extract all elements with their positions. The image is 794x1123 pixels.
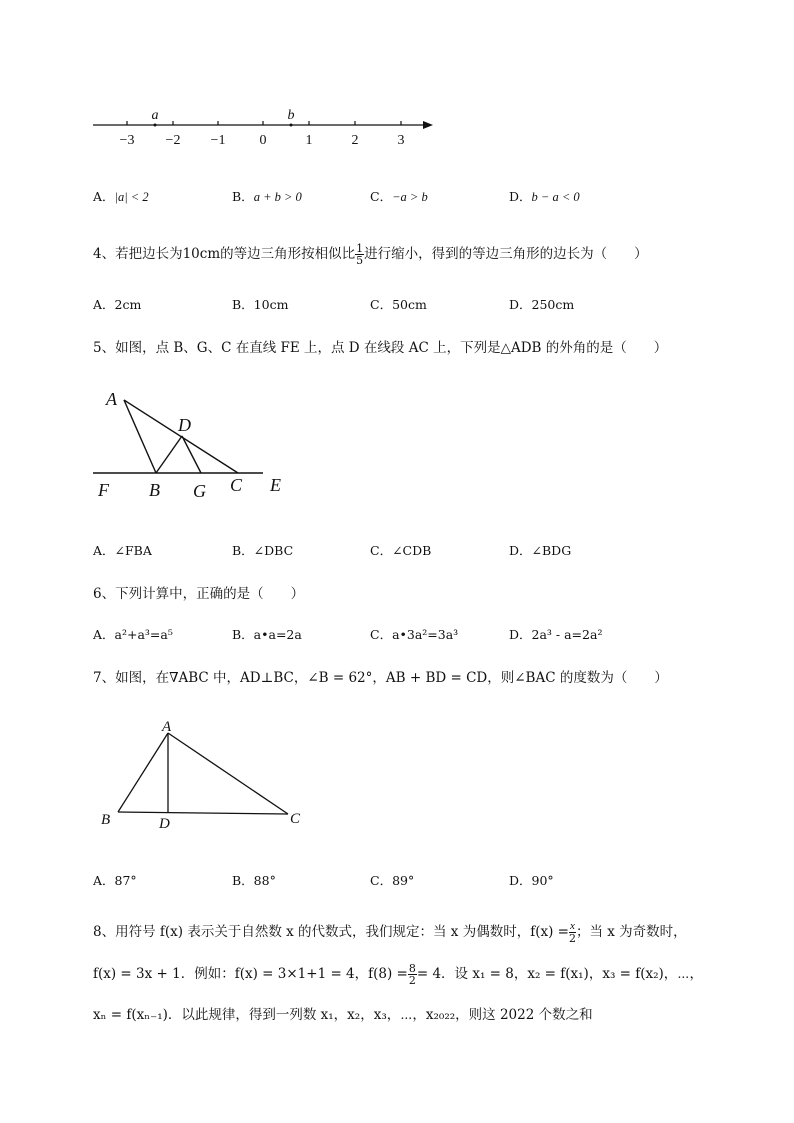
q5-option-d[interactable]: D．∠BDG — [509, 543, 572, 558]
fraction: $\frac{8}{2}$ — [408, 962, 416, 987]
q7-option-b[interactable]: B．88° — [232, 873, 276, 888]
segment-dg — [182, 436, 201, 473]
segment-ab — [118, 733, 168, 812]
number-line-figure — [85, 100, 445, 155]
q8-line-1: 8、用符号 f(x) 表示关于自然数 x 的代数式，我们规定：当 x 为偶数时，f(x) = $\frac{x}{2}$ ；当 x 为奇数时， — [93, 920, 687, 945]
q6-question: 6、下列计算中，正确的是（ ） — [93, 586, 305, 602]
q4-option-b[interactable]: B．10cm — [232, 297, 289, 312]
q4-option-d[interactable]: D．250cm — [509, 297, 575, 312]
q6-option-c[interactable]: C．a•3a²=3a³ — [370, 627, 459, 642]
q3-option-c[interactable]: C．−a > b — [370, 189, 428, 204]
label-d: D — [178, 415, 191, 435]
tick-label: 0 — [259, 133, 267, 148]
q4-option-c[interactable]: C．50cm — [370, 297, 427, 312]
label-c: C — [230, 475, 243, 495]
label-c: C — [290, 811, 301, 827]
q8-line-3: xₙ = f(xₙ₋₁)．以此规律，得到一列数 x₁，x₂，x₃，⋯，x₂₀₂₂，则这 2022 个数之和 — [93, 1007, 593, 1023]
q7-triangle-figure — [98, 718, 313, 833]
tick-label: −3 — [119, 133, 135, 148]
label-d: D — [159, 816, 170, 832]
tick-label: −2 — [165, 133, 181, 148]
fraction: $\frac{x}{2}$ — [568, 920, 576, 945]
q7-option-c[interactable]: C．89° — [370, 873, 415, 888]
q7-question: 7、如图，在∇ABC 中，AD⊥BC，∠B = 62°，AB + BD = CD，则∠BAC 的度数为（ ） — [93, 670, 668, 686]
tick-label: 1 — [305, 133, 313, 148]
q4-option-a[interactable]: A．2cm — [93, 297, 142, 312]
label-b: B — [101, 812, 111, 828]
point-b-marker — [290, 124, 293, 127]
q8-line-2: f(x) = 3x + 1．例如：f(x) = 3×1+1 = 4，f(8) = $\frac{8}{2}$ = 4．设 x₁ = 8，x₂ = f(x₁)，x₃ = f(x₂)，⋯， — [93, 962, 703, 987]
q5-option-c[interactable]: C．∠CDB — [370, 543, 432, 558]
q3-option-a[interactable]: A．|a| < 2 — [93, 189, 149, 204]
q3-option-b[interactable]: B．a + b > 0 — [232, 189, 302, 204]
segment-ac — [168, 733, 288, 814]
label-a: A — [162, 719, 172, 735]
q6-option-b[interactable]: B．a•a=2a — [232, 627, 302, 642]
q5-question: 5、如图，点 B、G、C 在直线 FE 上，点 D 在线段 AC 上，下列是△ADB 的外角的是（ ） — [93, 340, 668, 356]
segment-bd — [156, 436, 182, 473]
tick-label: −1 — [210, 133, 226, 148]
q7-option-a[interactable]: A．87° — [93, 873, 137, 888]
label-a: A — [106, 389, 117, 409]
point-a-label: a — [151, 108, 159, 123]
arrow-icon — [423, 121, 433, 129]
q5-triangle-figure — [88, 385, 298, 505]
q5-option-a[interactable]: A．∠FBA — [93, 543, 152, 558]
label-g: G — [193, 481, 206, 501]
label-f: F — [98, 480, 109, 500]
tick-label: 2 — [351, 133, 359, 148]
q5-option-b[interactable]: B．∠DBC — [232, 543, 294, 558]
q3-option-d[interactable]: D．b − a < 0 — [509, 189, 580, 204]
tick-label: 3 — [397, 133, 405, 148]
q6-option-d[interactable]: D．2a³ - a=2a² — [509, 627, 603, 642]
point-b-label: b — [287, 108, 295, 123]
point-a-marker — [154, 124, 157, 127]
fraction: $\frac{1}{5}$ — [356, 242, 364, 267]
q6-option-a[interactable]: A．a²+a³=a⁵ — [93, 627, 173, 642]
segment-bc — [118, 812, 288, 814]
q7-option-d[interactable]: D．90° — [509, 873, 554, 888]
label-e: E — [270, 475, 281, 495]
label-b: B — [149, 480, 160, 500]
q4-question: 4、若把边长为10cm的等边三角形按相似比 $\frac{1}{5}$ 进行缩小，得到的等边三角形的边长为（ ） — [93, 242, 648, 267]
